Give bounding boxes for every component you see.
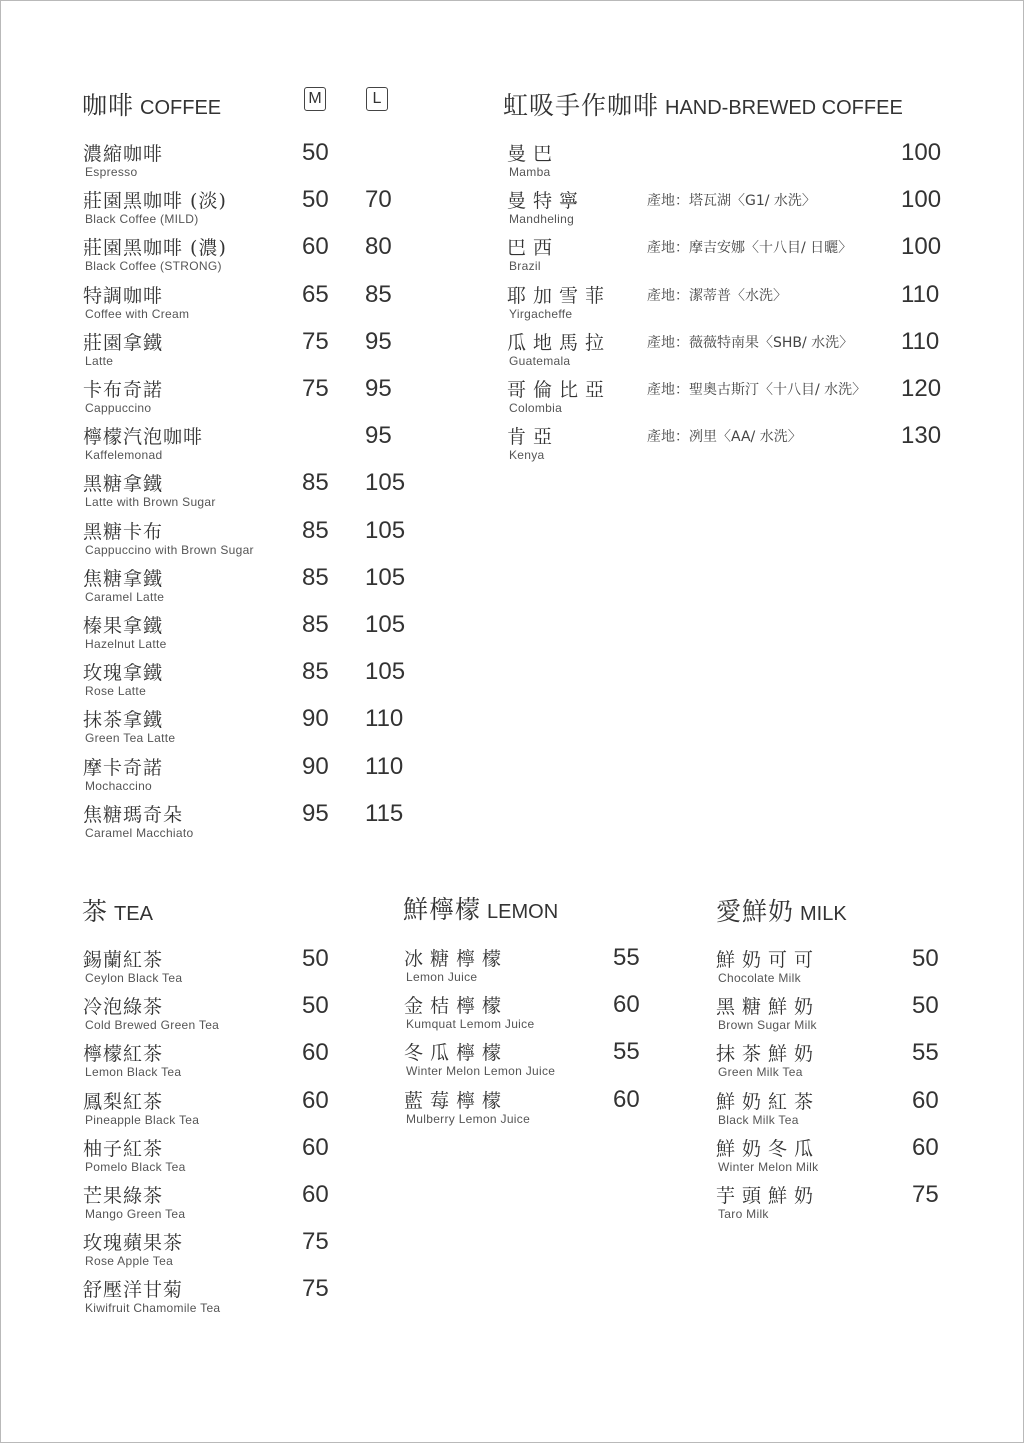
item-name-en: Mulberry Lemon Juice bbox=[406, 1111, 531, 1126]
item-name-zh: 抹茶拿鐵 bbox=[83, 709, 164, 732]
price: 60 bbox=[302, 1086, 329, 1114]
item-name-zh: 摩卡奇諾 bbox=[83, 756, 164, 779]
item-name-zh: 藍莓檸檬 bbox=[404, 1089, 509, 1112]
price: 75 bbox=[912, 1181, 939, 1208]
price: 60 bbox=[302, 1133, 329, 1161]
item-name-zh: 冬瓜檸檬 bbox=[404, 1042, 509, 1065]
item-name-en: Colombia bbox=[509, 401, 563, 415]
item-name-zh: 舒壓洋甘菊 bbox=[83, 1279, 184, 1302]
lemon-title-en: LEMON bbox=[487, 901, 559, 923]
origin-info: 產地：塔瓦湖〈G1/ 水洗〉 bbox=[647, 193, 816, 210]
item-name-en: Cappuccino bbox=[85, 401, 152, 415]
coffee-menu-item bbox=[83, 753, 443, 799]
milk-section-title bbox=[716, 892, 847, 928]
item-name-zh: 焦糖拿鐵 bbox=[83, 567, 164, 590]
item-name-en: Mamba bbox=[509, 165, 551, 179]
coffee-menu-item bbox=[83, 139, 443, 185]
item-name-en: Green Milk Tea bbox=[718, 1065, 803, 1080]
item-name-en: Black Coffee (MILD) bbox=[85, 212, 199, 227]
item-name-zh: 鮮奶可可 bbox=[716, 949, 821, 971]
coffee-menu-item bbox=[83, 469, 443, 515]
price: 60 bbox=[613, 991, 640, 1019]
item-name-zh: 玫瑰蘋果茶 bbox=[83, 1232, 184, 1255]
price: 60 bbox=[912, 1086, 939, 1114]
origin-info: 產地：薇薇特南果〈SHB/ 水洗〉 bbox=[647, 334, 854, 351]
coffee-menu-item bbox=[83, 186, 443, 232]
item-name-zh: 榛果拿鐵 bbox=[83, 615, 164, 637]
item-name-en: Mango Green Tea bbox=[85, 1207, 186, 1221]
tea-menu-item bbox=[83, 1087, 413, 1133]
price-medium: 50 bbox=[302, 186, 329, 214]
size-l-badge: L bbox=[366, 87, 388, 111]
price-large: 70 bbox=[365, 186, 392, 214]
price-medium: 85 bbox=[302, 563, 329, 591]
tea-menu-item bbox=[83, 1275, 413, 1321]
price-large: 105 bbox=[365, 516, 406, 544]
milk-menu-item bbox=[716, 1134, 946, 1180]
item-name-en: Lemon Black Tea bbox=[85, 1065, 182, 1080]
item-name-zh: 金桔檸檬 bbox=[404, 995, 509, 1018]
price-medium: 95 bbox=[302, 799, 329, 827]
price-large: 105 bbox=[365, 469, 406, 497]
item-name-en: Mochaccino bbox=[85, 778, 153, 793]
milk-title-zh: 愛鮮奶 bbox=[716, 897, 795, 926]
tea-menu-item bbox=[83, 992, 413, 1038]
handbrewed-menu-item bbox=[507, 328, 947, 374]
tea-menu-item bbox=[83, 1039, 413, 1085]
price-large: 85 bbox=[365, 280, 392, 308]
item-name-en: Black Milk Tea bbox=[718, 1112, 799, 1127]
price-medium: 50 bbox=[302, 139, 329, 166]
lemon-menu-item bbox=[404, 1038, 664, 1084]
size-m-badge: M bbox=[304, 87, 326, 111]
handbrewed-menu-item bbox=[507, 139, 947, 185]
coffee-menu-item bbox=[83, 800, 443, 846]
item-name-zh: 柚子紅茶 bbox=[83, 1137, 164, 1160]
item-name-en: Mandheling bbox=[509, 212, 575, 227]
item-name-zh: 黑糖拿鐵 bbox=[83, 473, 164, 496]
coffee-menu-item bbox=[83, 611, 443, 657]
item-name-en: Caramel Macchiato bbox=[85, 825, 194, 840]
handbrewed-title-zh: 虹吸手作咖啡 bbox=[503, 91, 660, 120]
price-large: 110 bbox=[365, 705, 404, 733]
tea-title-zh: 茶 bbox=[82, 897, 109, 926]
item-name-en: Guatemala bbox=[509, 353, 571, 368]
price: 50 bbox=[302, 992, 329, 1020]
item-name-zh: 檸檬紅茶 bbox=[83, 1043, 164, 1066]
milk-menu-item bbox=[716, 1039, 946, 1085]
milk-menu-item bbox=[716, 992, 946, 1038]
price: 110 bbox=[901, 280, 940, 308]
tea-menu-item bbox=[83, 1228, 413, 1274]
coffee-title-zh: 咖啡 bbox=[82, 91, 135, 120]
price-large: 95 bbox=[365, 422, 392, 450]
milk-menu-item bbox=[716, 1181, 946, 1227]
price-large: 95 bbox=[365, 375, 392, 402]
item-name-en: Pomelo Black Tea bbox=[85, 1159, 186, 1174]
item-name-zh: 耶加雪菲 bbox=[507, 284, 612, 307]
item-name-en: Hazelnut Latte bbox=[85, 637, 167, 651]
handbrewed-section-title bbox=[503, 86, 903, 122]
item-name-en: Green Tea Latte bbox=[85, 731, 176, 746]
item-name-en: Ceylon Black Tea bbox=[85, 971, 183, 985]
item-name-en: Pineapple Black Tea bbox=[85, 1112, 200, 1127]
coffee-section-title bbox=[82, 86, 221, 122]
price: 60 bbox=[302, 1181, 329, 1208]
item-name-en: Kumquat Lemom Juice bbox=[406, 1017, 535, 1032]
item-name-en: Kiwifruit Chamomile Tea bbox=[85, 1301, 221, 1316]
milk-title-en: MILK bbox=[800, 903, 847, 925]
item-name-en: Yirgacheffe bbox=[509, 306, 573, 321]
tea-menu-item bbox=[83, 1181, 413, 1227]
item-name-en: Lemon Juice bbox=[406, 970, 478, 984]
tea-section-title bbox=[82, 892, 153, 928]
price-large: 110 bbox=[365, 752, 404, 780]
price-medium: 65 bbox=[302, 280, 329, 308]
price: 50 bbox=[912, 992, 939, 1020]
coffee-menu-item bbox=[83, 705, 443, 751]
item-name-en: Brown Sugar Milk bbox=[718, 1018, 817, 1033]
item-name-en: Brazil bbox=[509, 259, 541, 274]
item-name-zh: 冷泡綠茶 bbox=[83, 996, 164, 1019]
price: 55 bbox=[613, 1038, 640, 1066]
coffee-menu-item bbox=[83, 328, 443, 374]
item-name-en: Cappuccino with Brown Sugar bbox=[85, 542, 254, 557]
price-large: 95 bbox=[365, 327, 392, 355]
price-medium: 85 bbox=[302, 658, 329, 686]
price: 55 bbox=[912, 1039, 939, 1067]
price-medium: 85 bbox=[302, 611, 329, 638]
item-name-zh: 莊園黑咖啡 (淡) bbox=[83, 190, 227, 213]
price: 60 bbox=[302, 1039, 329, 1067]
item-name-en: Black Coffee (STRONG) bbox=[85, 259, 222, 274]
tea-menu-item bbox=[83, 1134, 413, 1180]
price: 50 bbox=[912, 945, 939, 972]
item-name-zh: 曼巴 bbox=[507, 143, 560, 165]
handbrewed-menu-item bbox=[507, 422, 947, 468]
item-name-en: Rose Apple Tea bbox=[85, 1254, 174, 1269]
milk-menu-item bbox=[716, 945, 946, 991]
price-medium: 90 bbox=[302, 705, 329, 733]
price: 130 bbox=[901, 422, 942, 450]
lemon-menu-item bbox=[404, 1086, 664, 1132]
item-name-zh: 錫蘭紅茶 bbox=[83, 949, 164, 971]
price: 55 bbox=[613, 944, 640, 971]
item-name-en: Espresso bbox=[85, 165, 138, 179]
item-name-zh: 卡布奇諾 bbox=[83, 379, 164, 401]
item-name-zh: 芋頭鮮奶 bbox=[716, 1185, 821, 1207]
item-name-en: Cold Brewed Green Tea bbox=[85, 1018, 220, 1033]
item-name-en: Chocolate Milk bbox=[718, 971, 801, 985]
item-name-zh: 鳳梨紅茶 bbox=[83, 1090, 164, 1113]
price-medium: 85 bbox=[302, 469, 329, 497]
price-large: 105 bbox=[365, 563, 406, 591]
coffee-menu-item bbox=[83, 422, 443, 468]
coffee-menu-item bbox=[83, 233, 443, 279]
item-name-en: Latte with Brown Sugar bbox=[85, 495, 216, 510]
item-name-zh: 焦糖瑪奇朵 bbox=[83, 803, 184, 826]
item-name-zh: 抹茶鮮奶 bbox=[716, 1043, 821, 1066]
coffee-menu-item bbox=[83, 658, 443, 704]
item-name-zh: 芒果綠茶 bbox=[83, 1185, 164, 1207]
item-name-zh: 黑糖鮮奶 bbox=[716, 996, 821, 1019]
price-medium: 75 bbox=[302, 327, 329, 355]
item-name-en: Rose Latte bbox=[85, 684, 147, 699]
handbrewed-title-en: HAND-BREWED COFFEE bbox=[665, 97, 903, 119]
item-name-zh: 檸檬汽泡咖啡 bbox=[83, 426, 204, 449]
origin-info: 產地：聖奧古斯汀〈十八目/ 水洗〉 bbox=[647, 382, 867, 398]
item-name-zh: 玫瑰拿鐵 bbox=[83, 662, 164, 685]
handbrewed-menu-item bbox=[507, 233, 947, 279]
price-medium: 90 bbox=[302, 752, 329, 780]
item-name-en: Winter Melon Lemon Juice bbox=[406, 1064, 556, 1079]
lemon-title-zh: 鮮檸檬 bbox=[403, 895, 482, 924]
price: 60 bbox=[912, 1133, 939, 1161]
item-name-zh: 瓜地馬拉 bbox=[507, 331, 612, 354]
item-name-en: Taro Milk bbox=[718, 1207, 769, 1221]
price-medium: 85 bbox=[302, 516, 329, 544]
price: 50 bbox=[302, 945, 329, 972]
coffee-menu-item bbox=[83, 375, 443, 421]
price: 100 bbox=[901, 233, 942, 261]
item-name-en: Caramel Latte bbox=[85, 589, 165, 604]
item-name-en: Kaffelemonad bbox=[85, 448, 163, 463]
coffee-menu-item bbox=[83, 517, 443, 563]
item-name-zh: 曼特寧 bbox=[507, 190, 586, 213]
item-name-zh: 肯亞 bbox=[507, 426, 560, 449]
price: 100 bbox=[901, 186, 942, 214]
milk-menu-item bbox=[716, 1087, 946, 1133]
price-medium: 60 bbox=[302, 233, 329, 261]
price: 75 bbox=[302, 1275, 329, 1303]
price-large: 115 bbox=[365, 799, 404, 827]
price: 75 bbox=[302, 1228, 329, 1256]
item-name-zh: 冰糖檸檬 bbox=[404, 948, 509, 970]
item-name-zh: 莊園黑咖啡 (濃) bbox=[83, 237, 227, 260]
origin-info: 產地：摩吉安娜〈十八目/ 日曬〉 bbox=[647, 240, 853, 257]
item-name-zh: 鮮奶冬瓜 bbox=[716, 1137, 821, 1160]
lemon-menu-item bbox=[404, 991, 664, 1037]
tea-title-en: TEA bbox=[114, 903, 153, 925]
item-name-zh: 濃縮咖啡 bbox=[83, 143, 164, 165]
price-large: 80 bbox=[365, 233, 392, 261]
coffee-title-en: COFFEE bbox=[140, 97, 222, 119]
price-large: 105 bbox=[365, 611, 406, 638]
item-name-en: Coffee with Cream bbox=[85, 306, 190, 321]
price: 100 bbox=[901, 139, 942, 166]
coffee-menu-item bbox=[83, 281, 443, 327]
item-name-en: Kenya bbox=[509, 448, 545, 463]
price-medium: 75 bbox=[302, 375, 329, 402]
item-name-zh: 巴西 bbox=[507, 237, 560, 260]
handbrewed-menu-item bbox=[507, 186, 947, 232]
price: 110 bbox=[901, 327, 940, 355]
price-large: 105 bbox=[365, 658, 406, 686]
origin-info: 產地：冽里〈AA/ 水洗〉 bbox=[647, 429, 802, 446]
item-name-en: Latte bbox=[85, 353, 114, 368]
origin-info: 產地：潔蒂普〈水洗〉 bbox=[647, 287, 787, 304]
tea-menu-item bbox=[83, 945, 413, 991]
coffee-menu-item bbox=[83, 564, 443, 610]
item-name-zh: 黑糖卡布 bbox=[83, 520, 164, 543]
handbrewed-menu-item bbox=[507, 281, 947, 327]
handbrewed-menu-item bbox=[507, 375, 947, 421]
item-name-zh: 鮮奶紅茶 bbox=[716, 1090, 821, 1113]
lemon-menu-item bbox=[404, 944, 664, 990]
price: 120 bbox=[901, 375, 942, 402]
price: 60 bbox=[613, 1085, 640, 1113]
lemon-section-title bbox=[403, 890, 558, 926]
item-name-en: Winter Melon Milk bbox=[718, 1159, 819, 1174]
item-name-zh: 特調咖啡 bbox=[83, 284, 164, 307]
item-name-zh: 莊園拿鐵 bbox=[83, 331, 164, 354]
item-name-zh: 哥倫比亞 bbox=[507, 379, 612, 401]
